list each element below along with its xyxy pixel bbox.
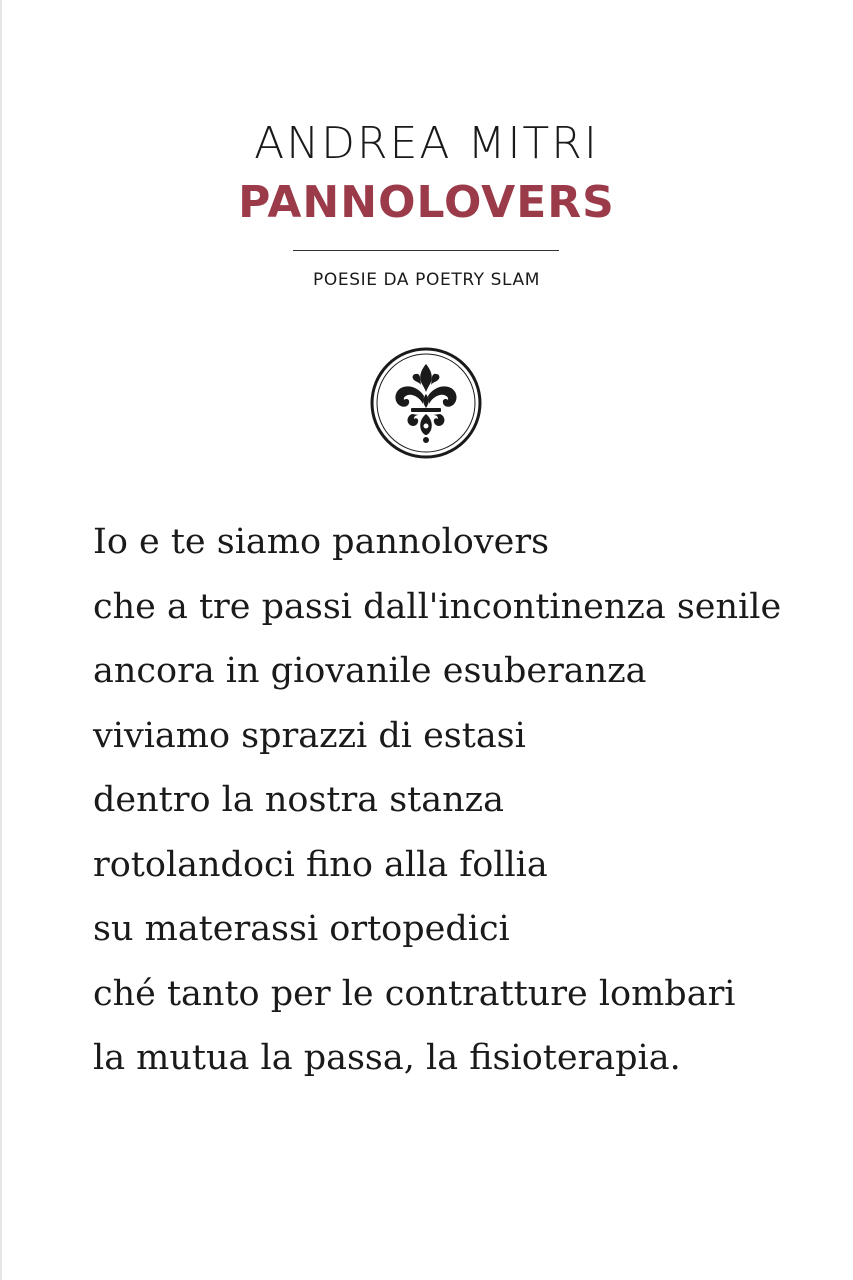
poem-text [93, 510, 833, 1091]
poem-line: rotolandoci fino alla follia [93, 844, 548, 885]
poem-line: la mutua la passa, la fisioterapia. [93, 1038, 681, 1078]
poem-line: viviamo sprazzi di estasi [93, 715, 526, 756]
poem-line: che a tre passi dall'incontinenza senile [93, 586, 782, 627]
poem-line: ancora in giovanile esuberanza [93, 651, 647, 691]
author-name: ANDREA MITRI [254, 118, 599, 169]
poem-line: su materassi ortopedici [93, 909, 510, 949]
divider [293, 250, 559, 251]
poem-line: ché tanto per le contratture lombari [93, 973, 736, 1014]
book-title: PANNOLOVERS [238, 177, 615, 228]
book-subtitle: POESIE DA POETRY SLAM [313, 270, 540, 290]
poem-line: dentro la nostra stanza [93, 780, 504, 820]
fleur-de-lis-ornament-icon [369, 346, 483, 460]
poem-line: Io e te siamo pannolovers [93, 522, 550, 562]
